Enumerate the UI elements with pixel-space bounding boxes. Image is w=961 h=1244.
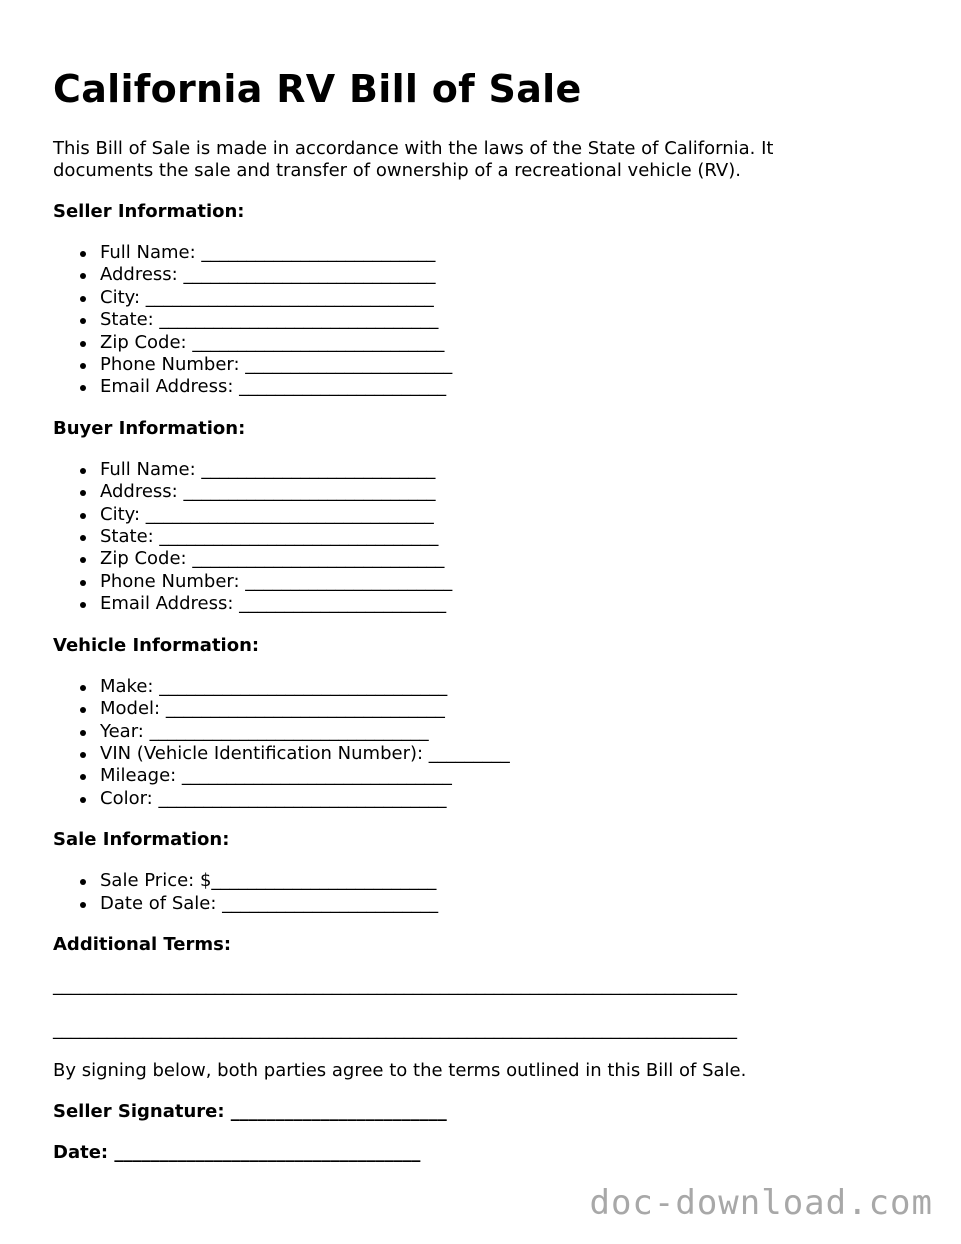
seller-city-field[interactable]: City: ________________________________ xyxy=(100,287,933,309)
date-field[interactable]: Date: __________________________________ xyxy=(53,1141,421,1163)
additional-terms-heading: Additional Terms: xyxy=(53,933,232,955)
seller-state-field[interactable]: State: _______________________________ xyxy=(100,309,933,331)
seller-address-field[interactable]: Address: ____________________________ xyxy=(100,264,933,286)
additional-terms-lines xyxy=(53,975,933,1041)
vehicle-make-field[interactable]: Make: ________________________________ xyxy=(100,676,933,698)
vehicle-vin-field[interactable]: VIN (Vehicle Identification Number): _________ xyxy=(100,743,933,765)
buyer-full-name-field[interactable]: Full Name: __________________________ xyxy=(100,459,933,481)
buyer-address-field[interactable]: Address: ____________________________ xyxy=(100,481,933,503)
buyer-heading: Buyer Information: xyxy=(53,417,246,439)
document-page xyxy=(53,62,933,1183)
document-title: California RV Bill of Sale xyxy=(53,67,582,111)
seller-heading: Seller Information: xyxy=(53,201,245,222)
sale-date-field[interactable]: Date of Sale: ________________________ xyxy=(100,893,933,915)
sale-price-field[interactable]: Sale Price: $_________________________ xyxy=(100,870,933,892)
seller-email-field[interactable]: Email Address: _______________________ xyxy=(100,376,933,398)
buyer-zip-field[interactable]: Zip Code: ____________________________ xyxy=(100,548,933,570)
vehicle-heading: Vehicle Information: xyxy=(53,634,260,656)
additional-terms-line-1[interactable]: ____________________________________________________________________________ xyxy=(53,974,737,996)
seller-list xyxy=(53,242,933,399)
seller-zip-field[interactable]: Zip Code: ____________________________ xyxy=(100,332,933,354)
buyer-city-field[interactable]: City: ________________________________ xyxy=(100,504,933,526)
sale-heading: Sale Information: xyxy=(53,829,230,851)
seller-signature-field[interactable]: Seller Signature: ________________________ xyxy=(53,1100,447,1122)
vehicle-mileage-field[interactable]: Mileage: ______________________________ xyxy=(100,765,933,787)
intro-paragraph: This Bill of Sale is made in accordance with the laws of the State of California. It documents the sale and transfer of ownership of a recreational vehicle (RV). xyxy=(53,138,774,181)
buyer-email-field[interactable]: Email Address: _______________________ xyxy=(100,593,933,615)
buyer-phone-field[interactable]: Phone Number: _______________________ xyxy=(100,571,933,593)
vehicle-year-field[interactable]: Year: _______________________________ xyxy=(100,721,933,743)
seller-full-name-field[interactable]: Full Name: __________________________ xyxy=(100,242,933,264)
buyer-list xyxy=(53,459,933,616)
closing-statement: By signing below, both parties agree to the terms outlined in this Bill of Sale. xyxy=(53,1059,747,1081)
seller-phone-field[interactable]: Phone Number: _______________________ xyxy=(100,354,933,376)
additional-terms-line-2[interactable]: ____________________________________________________________________________ xyxy=(53,1018,737,1040)
vehicle-list xyxy=(53,676,933,810)
buyer-state-field[interactable]: State: _______________________________ xyxy=(100,526,933,548)
watermark: doc-download.com xyxy=(589,1183,933,1223)
vehicle-color-field[interactable]: Color: ________________________________ xyxy=(100,788,933,810)
vehicle-model-field[interactable]: Model: _______________________________ xyxy=(100,698,933,720)
sale-list xyxy=(53,870,933,915)
